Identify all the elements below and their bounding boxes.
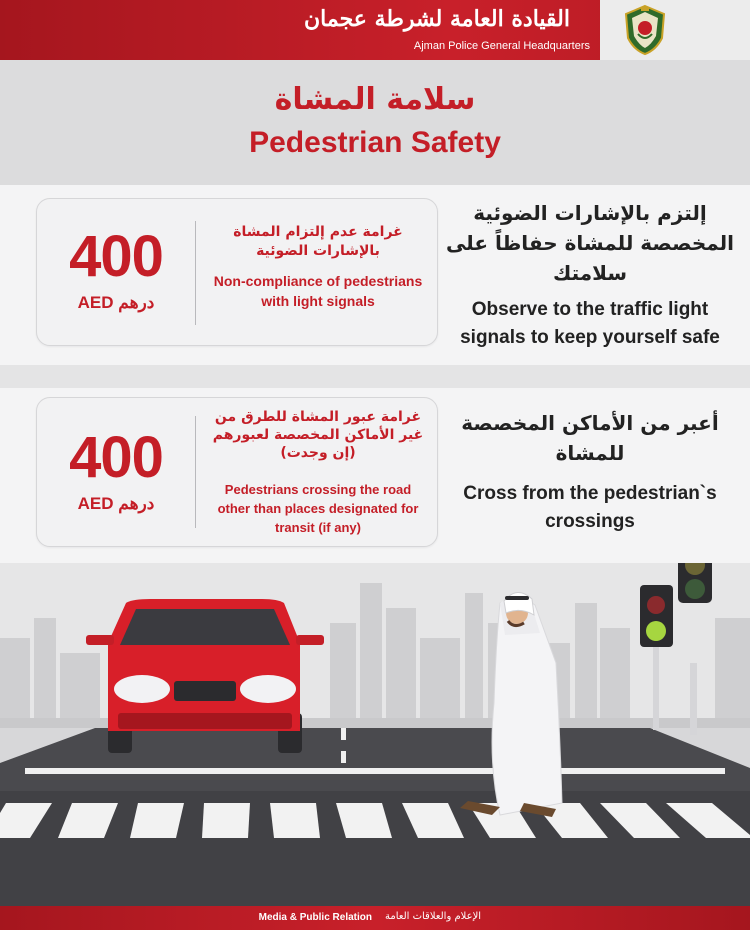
- fine-card-1: [36, 198, 438, 346]
- advice-english-2: Cross from the pedestrian`s crossings: [463, 483, 717, 532]
- fine-description-arabic: غرامة عدم إلتزام المشاة بالإشارات الضوئية: [233, 224, 403, 259]
- footer-department-arabic: الإعلام والعلاقات العامة: [385, 911, 482, 922]
- red-car: [86, 599, 324, 753]
- page-title-english: Pedestrian Safety: [249, 126, 501, 159]
- street-crossing-illustration: [0, 563, 750, 906]
- fine-description-english: Pedestrians crossing the road other than places designated for transit (if any): [217, 482, 419, 535]
- fine-description-english: Non-compliance of pedestrians with light signals: [213, 273, 423, 309]
- title-area: [0, 60, 750, 185]
- card-divider: [195, 416, 196, 528]
- fine-description-arabic: غرامة عبور المشاة للطرق من غير الأماكن المخصصة لعبورهم (إن وجدت): [212, 409, 424, 461]
- card-divider: [195, 221, 196, 325]
- advice-english-1: Observe to the traffic light signals to keep yourself safe: [460, 299, 720, 348]
- fine-currency: AED درهم: [77, 293, 155, 312]
- advice-arabic-2: أعبر من الأماكن المخصصة للمشاة: [461, 411, 719, 465]
- fine-currency: AED درهم: [77, 494, 155, 513]
- org-name-english: Ajman Police General Headquarters: [413, 40, 590, 52]
- footer-bar: [0, 906, 750, 930]
- section-separator: [0, 365, 750, 388]
- org-name-arabic: القيادة العامة لشرطة عجمان: [304, 6, 570, 32]
- footer-department-english: Media & Public Relation: [258, 912, 372, 923]
- advice-arabic-1: إلتزم بالإشارات الضوئية المخصصة للمشاة حفاظاً على سلامتك: [445, 201, 735, 285]
- ajman-police-emblem-icon: [622, 4, 668, 56]
- fine-amount: 400: [69, 224, 163, 289]
- fine-amount: 400: [69, 425, 163, 490]
- fine-card-2: [36, 397, 438, 547]
- page-title-arabic: سلامة المشاة: [274, 82, 476, 117]
